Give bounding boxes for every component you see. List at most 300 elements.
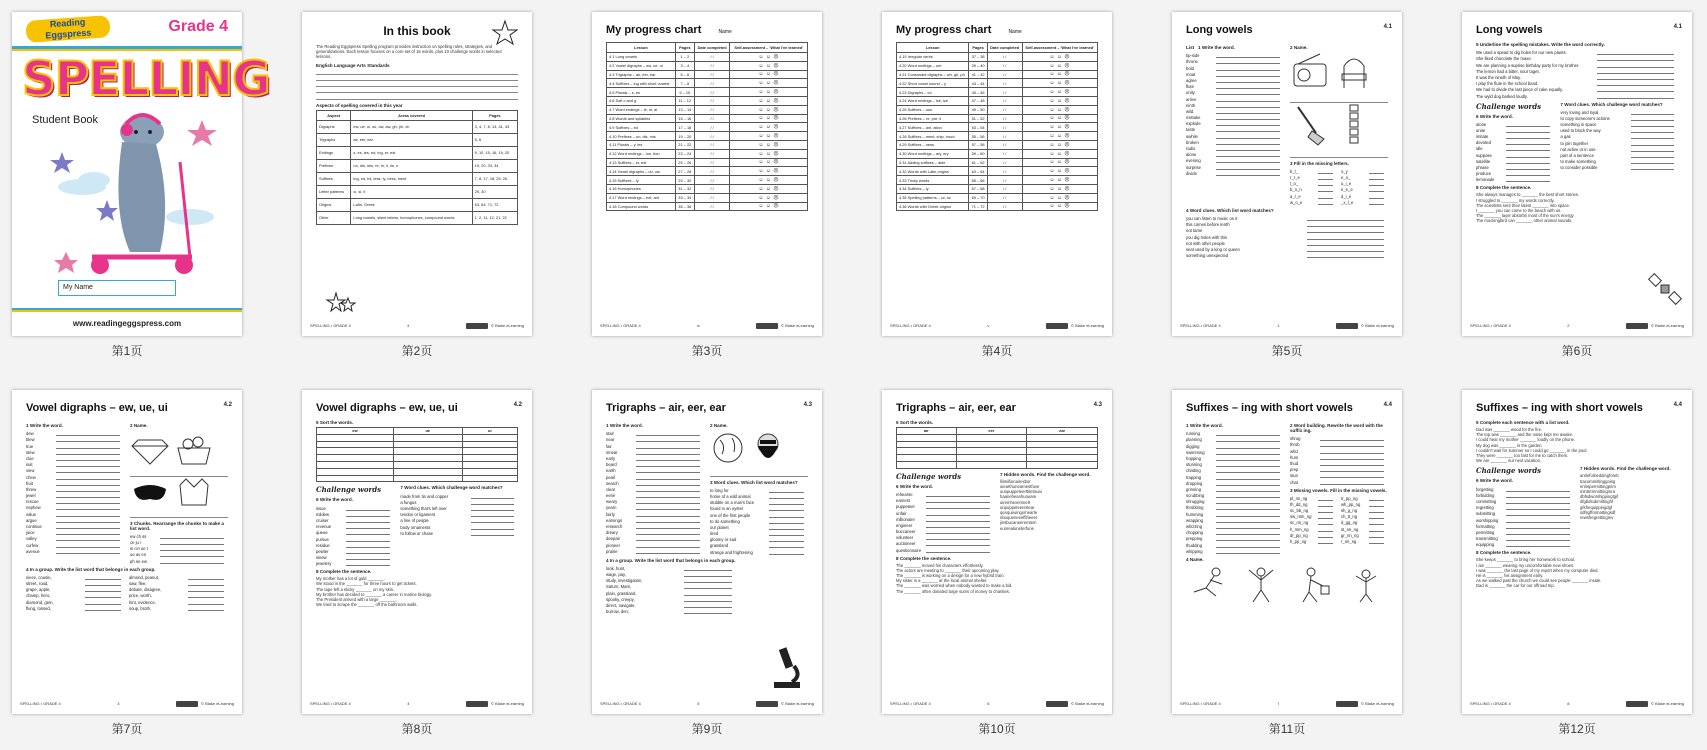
suffixes-page-2[interactable]: Suffixes – ing with short vowels 4.4 5 Complete each sentence with a list word. Dad was _______ wood for the fire. The top was _______ and the noise kept me awake. I could hear my mother _______ loudly on the phone. My dog was _______ in the garden. I couldn't wait for summer so I could go _______ in the pool. They were _______ too fast for me to catch them. We are _______ our next vacation. Challenge words 6 Write the word. forgetting forbidding committing regretting submitting worshipping formatting permitting transmitting equipping 7 Hidden words. Find the challenge word. anrleforbeddingforeb tracommittinggoing enmtpermittingpnm minttrrmmittingmra dbfsdworshippingtgif dfgbdsubmittinghf gfsfrequippingdgf sdfsgfformattingsdf rewsfregrettingrev 8 Complete the sentence. She keeps _______ to bring her homework to school. I am _______ wearing my uncomfortable new shoes. I was _______ the last page of my report when my computer died. He is _______ his assignment early. As we walked past the church we could see people _______ inside. Dad is _______ the car for our offroad trip. SPELLING • GRADE 4 8 © Blake eLearning bbox=[1462, 390, 1692, 714]
sort-cell[interactable] bbox=[317, 468, 394, 475]
answer-line[interactable] bbox=[769, 498, 804, 499]
answer-line[interactable] bbox=[636, 441, 700, 442]
answer-line[interactable] bbox=[636, 522, 700, 523]
sort-cell[interactable] bbox=[317, 448, 394, 455]
date-cell[interactable]: / / bbox=[987, 105, 1022, 114]
answer-line[interactable] bbox=[684, 613, 732, 614]
answer-line[interactable] bbox=[56, 441, 120, 442]
answer-line[interactable] bbox=[1597, 73, 1674, 74]
date-cell[interactable]: / / bbox=[694, 123, 730, 132]
answer-line[interactable] bbox=[1216, 547, 1280, 548]
page-thumbnail-2[interactable] bbox=[302, 12, 532, 358]
answer-line[interactable] bbox=[1216, 169, 1280, 170]
answer-line[interactable] bbox=[1369, 543, 1384, 544]
date-cell[interactable]: / / bbox=[987, 88, 1022, 97]
answer-line[interactable] bbox=[1216, 57, 1280, 58]
answer-line[interactable] bbox=[684, 570, 732, 571]
answer-line[interactable] bbox=[1216, 472, 1280, 473]
answer-line[interactable] bbox=[1506, 157, 1550, 158]
answer-line[interactable] bbox=[1216, 144, 1280, 145]
answer-line[interactable] bbox=[1320, 465, 1384, 466]
answer-line[interactable] bbox=[471, 535, 514, 536]
answer-line[interactable] bbox=[1216, 441, 1280, 442]
answer-line[interactable] bbox=[1216, 534, 1280, 535]
self-assessment-faces[interactable]: ☺ ☺ ☹ bbox=[1022, 132, 1097, 141]
page-thumbnail-7[interactable] bbox=[12, 390, 242, 736]
answer-line[interactable] bbox=[1216, 485, 1280, 486]
answer-line[interactable] bbox=[636, 553, 700, 554]
answer-line[interactable] bbox=[1216, 460, 1280, 461]
answer-line[interactable] bbox=[56, 491, 120, 492]
answer-line[interactable] bbox=[85, 610, 121, 611]
self-assessment-faces[interactable]: ☺ ☺ ☹ bbox=[730, 123, 808, 132]
self-assessment-faces[interactable]: ☺ ☺ ☹ bbox=[1022, 53, 1097, 62]
date-cell[interactable]: / / bbox=[694, 132, 730, 141]
sort-cell[interactable] bbox=[897, 441, 957, 448]
self-assessment-faces[interactable]: ☺ ☺ ☹ bbox=[1022, 61, 1097, 70]
answer-line[interactable] bbox=[56, 522, 120, 523]
answer-line[interactable] bbox=[471, 529, 514, 530]
answer-line[interactable] bbox=[1307, 232, 1384, 233]
answer-line[interactable] bbox=[1631, 169, 1674, 170]
sort-cell[interactable] bbox=[393, 461, 462, 468]
answer-line[interactable] bbox=[1216, 516, 1280, 517]
self-assessment-faces[interactable]: ☺ ☺ ☹ bbox=[1022, 176, 1097, 185]
answer-line[interactable] bbox=[56, 435, 120, 436]
answer-line[interactable] bbox=[926, 533, 990, 534]
sort-cell[interactable] bbox=[956, 448, 1027, 455]
self-assessment-faces[interactable]: ☺ ☺ ☹ bbox=[730, 140, 808, 149]
sort-cell[interactable] bbox=[393, 441, 462, 448]
self-assessment-faces[interactable]: ☺ ☺ ☹ bbox=[1022, 96, 1097, 105]
answer-line[interactable] bbox=[1216, 113, 1280, 114]
answer-line[interactable] bbox=[684, 588, 732, 589]
answer-line[interactable] bbox=[56, 466, 120, 467]
date-cell[interactable]: / / bbox=[694, 88, 730, 97]
long-vowels-page[interactable] bbox=[1172, 12, 1402, 336]
answer-line[interactable] bbox=[1216, 509, 1280, 510]
date-cell[interactable]: / / bbox=[987, 193, 1022, 202]
date-cell[interactable]: / / bbox=[987, 61, 1022, 70]
answer-line[interactable] bbox=[1216, 119, 1280, 120]
answer-line[interactable] bbox=[1307, 245, 1384, 246]
answer-line[interactable] bbox=[56, 528, 120, 529]
answer-line[interactable] bbox=[684, 576, 732, 577]
answer-line[interactable] bbox=[769, 510, 804, 511]
answer-line[interactable] bbox=[926, 552, 990, 553]
answer-line[interactable] bbox=[926, 545, 990, 546]
page-thumbnail-11[interactable] bbox=[1172, 390, 1402, 736]
answer-line[interactable] bbox=[188, 610, 224, 611]
date-cell[interactable]: / / bbox=[694, 149, 730, 158]
answer-line[interactable] bbox=[1506, 503, 1570, 504]
cover-url[interactable]: www.readingeggspress.com bbox=[72, 319, 182, 328]
page-thumbnail-1[interactable] bbox=[12, 12, 270, 358]
date-cell[interactable]: / / bbox=[694, 105, 730, 114]
answer-line[interactable] bbox=[926, 515, 990, 516]
date-cell[interactable]: / / bbox=[694, 53, 730, 62]
date-cell[interactable]: / / bbox=[694, 193, 730, 202]
answer-line[interactable] bbox=[1506, 534, 1570, 535]
answer-line[interactable] bbox=[1320, 477, 1384, 478]
answer-line[interactable] bbox=[160, 538, 224, 539]
answer-line[interactable] bbox=[56, 460, 120, 461]
answer-line[interactable] bbox=[1320, 446, 1384, 447]
answer-line[interactable] bbox=[346, 510, 390, 511]
answer-line[interactable] bbox=[769, 492, 804, 493]
answer-line[interactable] bbox=[769, 529, 804, 530]
answer-line[interactable] bbox=[636, 547, 700, 548]
answer-line[interactable] bbox=[769, 523, 804, 524]
answer-line[interactable] bbox=[56, 497, 120, 498]
self-assessment-faces[interactable]: ☺ ☺ ☹ bbox=[730, 158, 808, 167]
answer-line[interactable] bbox=[1216, 479, 1280, 480]
answer-line[interactable] bbox=[684, 595, 732, 596]
trigraphs-page-2[interactable]: Trigraphs – air, eer, ear 4.3 5 Sort the words. air eer ear Challenge words 6 Write the word. rehearse earnest puppeteer unfair millionaire engineer buccaneer volunteer auctioneer questionnaire 7 Hidden words. Find the challenge word. lliimillionairexbor uiearthunearnestfuve uunpuppeteerttitetouai haaneheanhuneare uiremhexemnert unpuppeteerertear qenqueuingxrnearte nbuqueneeeffiheeet jinsbucaneeremtem eunrealuneterfune 8 Complete the sentence. The _______ moved his characters effortlessly. The actors are meeting to _______ their upcoming play. The _______ is working on a design for a new hybrid train. My sister is a _______ at the local animal shelter. The _______ was worried when nobody wanted to make a bid. The _______ often donated large sums of money to charities. SPELLING • GRADE 4 6 © Blake eLearning bbox=[882, 390, 1112, 714]
self-assessment-faces[interactable]: ☺ ☺ ☹ bbox=[730, 184, 808, 193]
answer-line[interactable] bbox=[1307, 226, 1384, 227]
sort-cell[interactable] bbox=[462, 434, 517, 441]
answer-line[interactable] bbox=[1318, 204, 1333, 205]
answer-line[interactable] bbox=[1320, 471, 1384, 472]
self-assessment-faces[interactable]: ☺ ☺ ☹ bbox=[730, 88, 808, 97]
answer-line[interactable] bbox=[636, 491, 700, 492]
answer-line[interactable] bbox=[1216, 522, 1280, 523]
answer-line[interactable] bbox=[346, 534, 390, 535]
vowel-digraphs-page-2[interactable]: Vowel digraphs – ew, ue, ui 4.2 5 Sort the words. ew ue ui Challenge words 6 Write the word. issue mildew cruiser revenue queue pursue residue pewter sinew jewelery 7 Word clues. Which challenge word matches? made from tin and copper a fungus something that's left over tendon or ligament a line of people body ornaments to follow or chase 8 Complete the sentence. My mother has a lot of gold _______. We stood in the _______ for three hours to get tickets. The tape left a sticky _______ on my skin. My brother has decided to _______ a career in marine biology. The President arrived with a large _______. We tried to scrape the _______ off the bathroom walls. SPELLING • GRADE 4 4 © Blake eLearning bbox=[302, 390, 532, 714]
date-cell[interactable]: / / bbox=[694, 167, 730, 176]
answer-line[interactable] bbox=[1216, 88, 1280, 89]
answer-line[interactable] bbox=[769, 541, 804, 542]
answer-line[interactable] bbox=[926, 521, 990, 522]
self-assessment-faces[interactable]: ☺ ☺ ☹ bbox=[1022, 202, 1097, 211]
self-assessment-faces[interactable]: ☺ ☺ ☹ bbox=[730, 53, 808, 62]
answer-line[interactable] bbox=[684, 582, 732, 583]
sort-cell[interactable] bbox=[462, 475, 517, 482]
self-assessment-faces[interactable]: ☺ ☺ ☹ bbox=[1022, 184, 1097, 193]
answer-line[interactable] bbox=[1506, 144, 1550, 145]
sort-cell[interactable] bbox=[393, 434, 462, 441]
answer-line[interactable] bbox=[471, 504, 514, 505]
date-cell[interactable]: / / bbox=[694, 96, 730, 105]
date-cell[interactable]: / / bbox=[694, 61, 730, 70]
date-cell[interactable]: / / bbox=[694, 140, 730, 149]
answer-line[interactable] bbox=[769, 535, 804, 536]
answer-line[interactable] bbox=[1631, 163, 1674, 164]
date-cell[interactable]: / / bbox=[694, 70, 730, 79]
date-cell[interactable]: / / bbox=[987, 79, 1022, 88]
sort-cell[interactable] bbox=[462, 455, 517, 462]
answer-line[interactable] bbox=[1216, 162, 1280, 163]
sort-cell[interactable] bbox=[317, 475, 394, 482]
answer-line[interactable] bbox=[769, 517, 804, 518]
self-assessment-faces[interactable]: ☺ ☺ ☹ bbox=[730, 114, 808, 123]
answer-line[interactable] bbox=[346, 516, 390, 517]
answer-line[interactable] bbox=[636, 454, 700, 455]
answer-line[interactable] bbox=[636, 503, 700, 504]
answer-line[interactable] bbox=[1506, 497, 1570, 498]
date-cell[interactable]: / / bbox=[694, 114, 730, 123]
sort-cell[interactable] bbox=[956, 441, 1027, 448]
answer-line[interactable] bbox=[1216, 63, 1280, 64]
answer-line[interactable] bbox=[56, 516, 120, 517]
answer-line[interactable] bbox=[1631, 126, 1674, 127]
answer-line[interactable] bbox=[1216, 125, 1280, 126]
self-assessment-faces[interactable]: ☺ ☺ ☹ bbox=[1022, 158, 1097, 167]
sort-cell[interactable] bbox=[956, 434, 1027, 441]
sort-cell[interactable] bbox=[393, 468, 462, 475]
answer-line[interactable] bbox=[1216, 491, 1280, 492]
self-assessment-faces[interactable]: ☺ ☺ ☹ bbox=[1022, 123, 1097, 132]
answer-line[interactable] bbox=[1506, 163, 1550, 164]
answer-line[interactable] bbox=[1216, 101, 1280, 102]
date-cell[interactable]: / / bbox=[987, 202, 1022, 211]
self-assessment-faces[interactable]: ☺ ☺ ☹ bbox=[730, 132, 808, 141]
answer-line[interactable] bbox=[926, 527, 990, 528]
date-cell[interactable]: / / bbox=[987, 53, 1022, 62]
answer-line[interactable] bbox=[1320, 453, 1384, 454]
answer-line[interactable] bbox=[636, 479, 700, 480]
answer-line[interactable] bbox=[1631, 132, 1674, 133]
sort-cell[interactable] bbox=[1027, 434, 1098, 441]
answer-line[interactable] bbox=[1506, 528, 1570, 529]
answer-line[interactable] bbox=[684, 607, 732, 608]
suffixes-page[interactable] bbox=[1172, 390, 1402, 714]
answer-line[interactable] bbox=[1597, 85, 1674, 86]
answer-line[interactable] bbox=[471, 522, 514, 523]
self-assessment-faces[interactable]: ☺ ☺ ☹ bbox=[730, 149, 808, 158]
answer-line[interactable] bbox=[636, 497, 700, 498]
date-cell[interactable]: / / bbox=[694, 158, 730, 167]
sort-cell[interactable] bbox=[317, 455, 394, 462]
self-assessment-faces[interactable]: ☺ ☺ ☹ bbox=[1022, 114, 1097, 123]
sort-cell[interactable] bbox=[393, 475, 462, 482]
progress-chart-page-2[interactable] bbox=[882, 12, 1112, 336]
answer-line[interactable] bbox=[636, 435, 700, 436]
sort-cell[interactable] bbox=[1027, 455, 1098, 462]
self-assessment-faces[interactable]: ☺ ☺ ☹ bbox=[730, 61, 808, 70]
answer-line[interactable] bbox=[1506, 150, 1550, 151]
answer-line[interactable] bbox=[1216, 107, 1280, 108]
answer-line[interactable] bbox=[1216, 76, 1280, 77]
answer-line[interactable] bbox=[1597, 67, 1674, 68]
answer-line[interactable] bbox=[346, 522, 390, 523]
answer-line[interactable] bbox=[346, 528, 390, 529]
answer-line[interactable] bbox=[1631, 157, 1674, 158]
date-cell[interactable]: / / bbox=[987, 132, 1022, 141]
date-cell[interactable]: / / bbox=[694, 184, 730, 193]
self-assessment-faces[interactable]: ☺ ☺ ☹ bbox=[1022, 105, 1097, 114]
answer-line[interactable] bbox=[1506, 522, 1570, 523]
answer-line[interactable] bbox=[346, 541, 390, 542]
date-cell[interactable]: / / bbox=[694, 202, 730, 211]
date-cell[interactable]: / / bbox=[694, 176, 730, 185]
answer-line[interactable] bbox=[769, 554, 804, 555]
answer-line[interactable] bbox=[471, 498, 514, 499]
answer-line[interactable] bbox=[160, 556, 224, 557]
self-assessment-faces[interactable]: ☺ ☺ ☹ bbox=[730, 193, 808, 202]
answer-line[interactable] bbox=[636, 466, 700, 467]
answer-line[interactable] bbox=[636, 485, 700, 486]
sort-cell[interactable] bbox=[462, 468, 517, 475]
page-thumbnail-4[interactable] bbox=[882, 12, 1112, 358]
answer-line[interactable] bbox=[1506, 509, 1570, 510]
page-thumbnail-12[interactable] bbox=[1462, 390, 1692, 736]
answer-line[interactable] bbox=[1506, 540, 1570, 541]
vowel-digraphs-page[interactable] bbox=[12, 390, 242, 714]
date-cell[interactable]: / / bbox=[987, 167, 1022, 176]
date-cell[interactable]: / / bbox=[987, 176, 1022, 185]
self-assessment-faces[interactable]: ☺ ☺ ☹ bbox=[1022, 88, 1097, 97]
answer-line[interactable] bbox=[1216, 175, 1280, 176]
answer-line[interactable] bbox=[1320, 459, 1384, 460]
sort-cell[interactable] bbox=[317, 434, 394, 441]
sort-cell[interactable] bbox=[1027, 461, 1098, 468]
self-assessment-faces[interactable]: ☺ ☺ ☹ bbox=[1022, 140, 1097, 149]
answer-line[interactable] bbox=[1506, 491, 1570, 492]
sort-cell[interactable] bbox=[897, 461, 957, 468]
trigraphs-page[interactable] bbox=[592, 390, 822, 714]
sort-cell[interactable] bbox=[897, 434, 957, 441]
answer-line[interactable] bbox=[1318, 543, 1333, 544]
answer-line[interactable] bbox=[1216, 94, 1280, 95]
self-assessment-faces[interactable]: ☺ ☺ ☹ bbox=[730, 79, 808, 88]
answer-line[interactable] bbox=[1216, 448, 1280, 449]
answer-line[interactable] bbox=[1216, 150, 1280, 151]
answer-line[interactable] bbox=[636, 460, 700, 461]
date-cell[interactable]: / / bbox=[987, 70, 1022, 79]
page-thumbnail-6[interactable] bbox=[1462, 12, 1692, 358]
answer-line[interactable] bbox=[56, 547, 120, 548]
page-thumbnail-9[interactable] bbox=[592, 390, 822, 736]
answer-line[interactable] bbox=[1216, 528, 1280, 529]
answer-line[interactable] bbox=[1506, 546, 1570, 547]
answer-line[interactable] bbox=[1216, 466, 1280, 467]
self-assessment-faces[interactable]: ☺ ☺ ☹ bbox=[730, 202, 808, 211]
answer-line[interactable] bbox=[56, 534, 120, 535]
answer-line[interactable] bbox=[1506, 138, 1550, 139]
self-assessment-faces[interactable]: ☺ ☺ ☹ bbox=[1022, 149, 1097, 158]
answer-line[interactable] bbox=[1216, 503, 1280, 504]
answer-line[interactable] bbox=[1506, 175, 1550, 176]
answer-line[interactable] bbox=[1216, 553, 1280, 554]
page-thumbnail-10[interactable] bbox=[882, 390, 1112, 736]
answer-line[interactable] bbox=[1216, 138, 1280, 139]
answer-line[interactable] bbox=[1506, 515, 1570, 516]
sort-cell[interactable] bbox=[317, 441, 394, 448]
answer-line[interactable] bbox=[56, 553, 120, 554]
answer-line[interactable] bbox=[1631, 151, 1674, 152]
page-thumbnail-3[interactable] bbox=[592, 12, 822, 358]
answer-line[interactable] bbox=[1369, 204, 1384, 205]
answer-line[interactable] bbox=[1216, 82, 1280, 83]
answer-line[interactable] bbox=[1506, 169, 1550, 170]
self-assessment-faces[interactable]: ☺ ☺ ☹ bbox=[1022, 167, 1097, 176]
answer-line[interactable] bbox=[636, 516, 700, 517]
sort-cell[interactable] bbox=[897, 448, 957, 455]
page-thumbnail-5[interactable] bbox=[1172, 12, 1402, 358]
date-cell[interactable]: / / bbox=[694, 79, 730, 88]
answer-line[interactable] bbox=[1597, 79, 1674, 80]
answer-line[interactable] bbox=[636, 448, 700, 449]
sort-cell[interactable] bbox=[462, 448, 517, 455]
answer-line[interactable] bbox=[1216, 131, 1280, 132]
date-cell[interactable]: / / bbox=[987, 96, 1022, 105]
answer-line[interactable] bbox=[684, 601, 732, 602]
answer-line[interactable] bbox=[1307, 220, 1384, 221]
answer-line[interactable] bbox=[56, 479, 120, 480]
answer-line[interactable] bbox=[160, 550, 224, 551]
answer-line[interactable] bbox=[1216, 497, 1280, 498]
sort-cell[interactable] bbox=[956, 461, 1027, 468]
answer-line[interactable] bbox=[1216, 70, 1280, 71]
answer-line[interactable] bbox=[346, 565, 390, 566]
sort-cell[interactable] bbox=[956, 455, 1027, 462]
self-assessment-faces[interactable]: ☺ ☺ ☹ bbox=[730, 167, 808, 176]
date-cell[interactable]: / / bbox=[987, 114, 1022, 123]
self-assessment-faces[interactable]: ☺ ☺ ☹ bbox=[1022, 193, 1097, 202]
self-assessment-faces[interactable]: ☺ ☺ ☹ bbox=[730, 105, 808, 114]
answer-line[interactable] bbox=[769, 547, 804, 548]
answer-line[interactable] bbox=[926, 508, 990, 509]
answer-line[interactable] bbox=[1631, 138, 1674, 139]
progress-chart-page-1[interactable] bbox=[592, 12, 822, 336]
self-assessment-faces[interactable]: ☺ ☺ ☹ bbox=[730, 70, 808, 79]
answer-line[interactable] bbox=[1506, 126, 1550, 127]
answer-line[interactable] bbox=[56, 540, 120, 541]
answer-line[interactable] bbox=[56, 503, 120, 504]
answer-line[interactable] bbox=[1631, 120, 1674, 121]
answer-line[interactable] bbox=[56, 485, 120, 486]
answer-line[interactable] bbox=[926, 539, 990, 540]
answer-line[interactable] bbox=[346, 553, 390, 554]
date-cell[interactable]: / / bbox=[987, 158, 1022, 167]
answer-line[interactable] bbox=[1216, 454, 1280, 455]
answer-line[interactable] bbox=[636, 528, 700, 529]
answer-line[interactable] bbox=[1631, 114, 1674, 115]
answer-line[interactable] bbox=[1320, 440, 1384, 441]
date-cell[interactable]: / / bbox=[987, 184, 1022, 193]
answer-line[interactable] bbox=[1307, 251, 1384, 252]
answer-line[interactable] bbox=[636, 509, 700, 510]
answer-line[interactable] bbox=[56, 472, 120, 473]
answer-line[interactable] bbox=[160, 544, 224, 545]
answer-line[interactable] bbox=[1506, 181, 1550, 182]
sort-cell[interactable] bbox=[462, 461, 517, 468]
sort-cell[interactable] bbox=[393, 455, 462, 462]
sort-cell[interactable] bbox=[897, 455, 957, 462]
answer-line[interactable] bbox=[636, 540, 700, 541]
self-assessment-faces[interactable]: ☺ ☺ ☹ bbox=[1022, 70, 1097, 79]
answer-line[interactable] bbox=[471, 510, 514, 511]
answer-line[interactable] bbox=[471, 516, 514, 517]
answer-line[interactable] bbox=[1320, 484, 1384, 485]
sort-cell[interactable] bbox=[317, 461, 394, 468]
self-assessment-faces[interactable]: ☺ ☺ ☹ bbox=[730, 96, 808, 105]
long-vowels-page-2[interactable]: Long vowels 4.1 5 Underline the spelling mistakes. Write the word correctly. We used a spead to dig holes for our new plants. She liked chocolate the maxe. We are planning a suprise birthday party for my brother. The lemon had a bitter, sour taget. It was the nineth of May. I play the flute in the school band. We had to divide the last piece of cake equally. The wyld dog barked loudly. Challenge words 6 Write the word. alone unite imitate devoted idle suppose satellite phrase produce lemonade 7 Word clues. Which challenge word matches? very loving and loyal to copy someone's actions something in space used to block the way a gas to join together not active or in use part of a sentence to make something to consider possible 8 Complete the sentence. She always manages to _______ the best short stories. I struggled to _______ my words correctly. The scientists sent their latest _______ into space. I _______ you can come to the beach with us. The _______ layer absorbs most of the sun's energy. The mockingbird can _______ other animal sounds. SPELLING • GRADE 4 2 © Blake eLearning bbox=[1462, 12, 1692, 336]
date-cell[interactable]: / / bbox=[987, 149, 1022, 158]
sort-cell[interactable] bbox=[393, 448, 462, 455]
self-assessment-faces[interactable]: ☺ ☺ ☹ bbox=[1022, 79, 1097, 88]
answer-line[interactable] bbox=[56, 454, 120, 455]
answer-line[interactable] bbox=[636, 534, 700, 535]
answer-line[interactable] bbox=[160, 563, 224, 564]
answer-line[interactable] bbox=[1631, 145, 1674, 146]
answer-line[interactable] bbox=[926, 502, 990, 503]
answer-line[interactable] bbox=[56, 448, 120, 449]
sort-cell[interactable] bbox=[462, 441, 517, 448]
sort-cell[interactable] bbox=[1027, 441, 1098, 448]
